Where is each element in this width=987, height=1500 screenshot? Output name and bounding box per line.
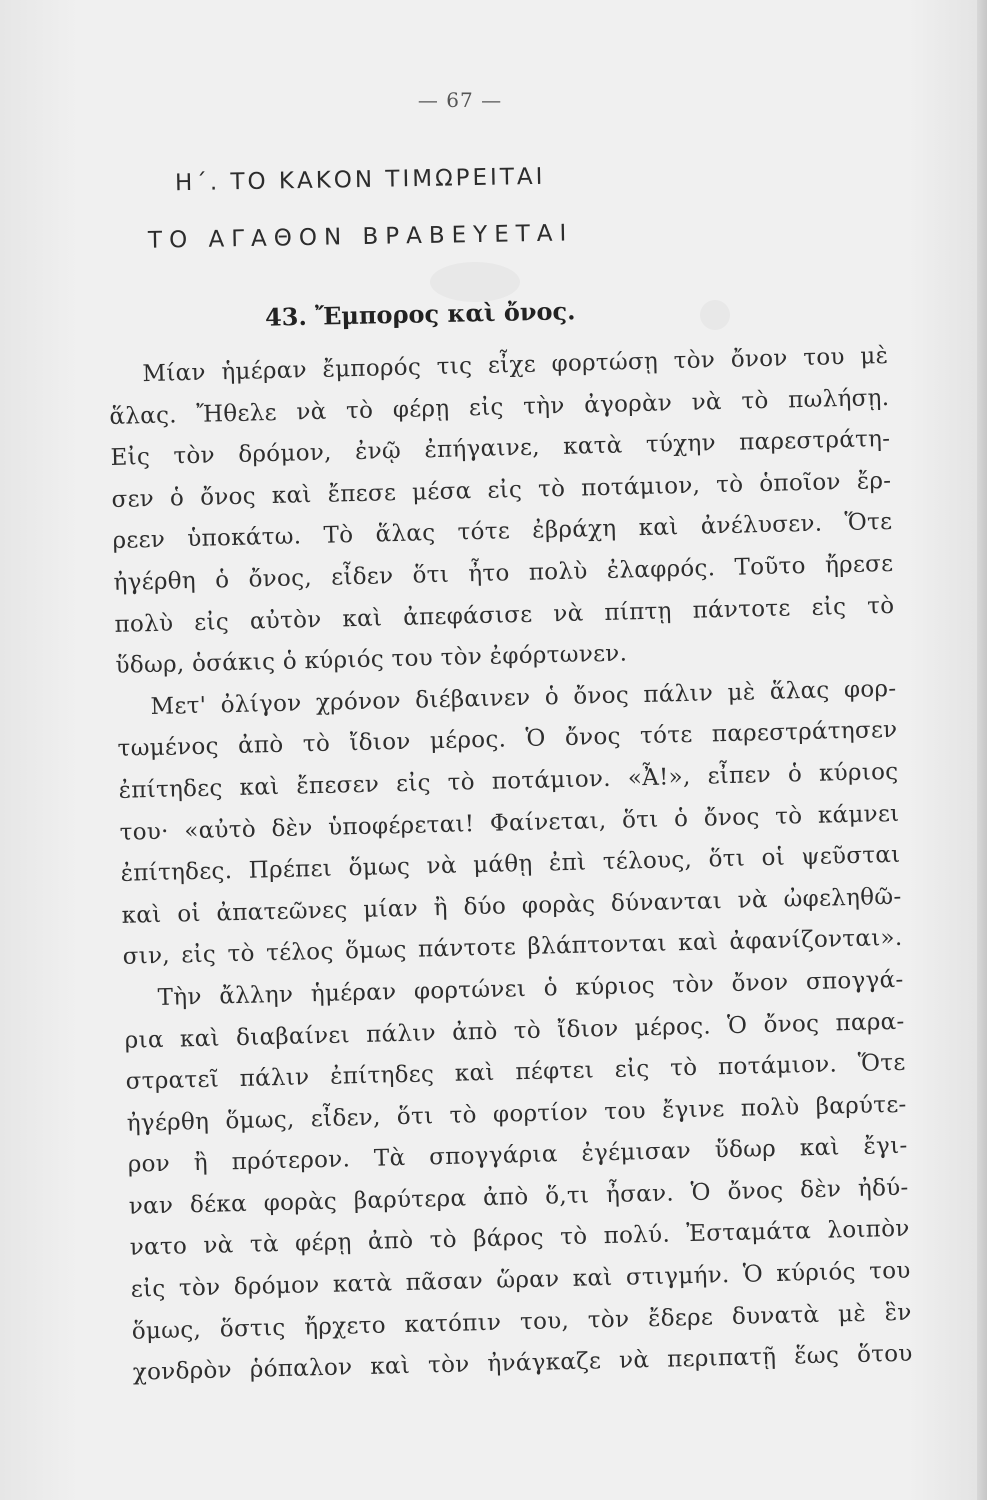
- chapter-subtitle: ΤΟ ΑΓΑΘΟΝ ΒΡΑΒΕΥΕΤΑΙ: [147, 220, 574, 254]
- text-line: Μετ' ὀλίγον χρόνον διέβαινεν ὁ ὄνος πάλιν μὲ ἅλας φορ-: [150, 675, 897, 720]
- text-line: ἅλας. Ἤθελε νὰ τὸ φέρῃ εἰς τὴν ἀγορὰν νὰ τὸ πωλήσῃ.: [109, 384, 890, 430]
- text-line: ναν δέκα φορὰς βαρύτερα ἀπὸ ὅ,τι ἦσαν. Ὁ ὄνος δὲν ἠδύ-: [128, 1174, 909, 1220]
- text-line: ἐπίτηδες. Πρέπει ὅμως νὰ μάθῃ ἐπὶ τέλους, ὅτι οἱ ψεῦσται: [120, 841, 901, 887]
- text-line: ἠγέρθη ὅμως, εἶδεν, ὅτι τὸ φορτίον του ἔγινε πολὺ βαρύτε-: [126, 1091, 907, 1137]
- text-line: Μίαν ἡμέραν ἔμπορός τις εἶχε φορτώσῃ τὸν ὄνον του μὲ: [142, 342, 889, 388]
- page-number: — 67 —: [417, 88, 503, 112]
- text-line: του· «αὐτὸ δὲν ὑποφέρεται! Φαίνεται, ὅτι ὁ ὄνος τὸ κάμνει: [119, 800, 900, 846]
- text-line: στρατεῖ πάλιν ἐπίτηδες καὶ πέφτει εἰς τὸ ποτάμιον. Ὅτε: [125, 1049, 906, 1095]
- text-line: ἐπίτηδες καὶ ἔπεσεν εἰς τὸ ποτάμιον. «Ἆ!», εἶπεν ὁ κύριος: [118, 758, 899, 804]
- text-line: εἰς τὸν δρόμον κατὰ πᾶσαν ὥραν καὶ στιγμήν. Ὁ κύριός του: [130, 1257, 911, 1303]
- text-line: σεν ὁ ὄνος καὶ ἔπεσε μέσα εἰς τὸ ποτάμιον, τὸ ὁποῖον ἔρ-: [111, 467, 892, 513]
- text-line: τωμένος ἀπὸ τὸ ἴδιον μέρος. Ὁ ὄνος τότε παρεστράτησεν: [117, 717, 898, 763]
- text-line: σιν, εἰς τὸ τέλος ὅμως πάντοτε βλάπτονται καὶ ἀφανίζονται».: [122, 925, 903, 971]
- text-line: ἠγέρθη ὁ ὄνος, εἶδεν ὅτι ἦτο πολὺ ἐλαφρός. Τοῦτο ἤρεσε: [113, 550, 894, 596]
- text-line: νατο νὰ τὰ φέρῃ ἀπὸ τὸ βάρος τὸ πολύ. Ἐσταμάτα λοιπὸν: [129, 1216, 910, 1262]
- page-edge: [977, 0, 987, 1500]
- section-heading: 43. Ἔμπορος καὶ ὄνος.: [264, 296, 576, 332]
- text-line: ρον ἢ πρότερον. Τὰ σπογγάρια ἐγέμισαν ὕδωρ καὶ ἔγι-: [127, 1132, 908, 1179]
- text-line: ρεεν ὑποκάτω. Τὸ ἅλας τότε ἐβράχη καὶ ἀνέλυσεν. Ὅτε: [112, 509, 893, 555]
- chapter-title: Η΄. ΤΟ ΚΑΚΟΝ ΤΙΜΩΡΕΙΤΑΙ: [174, 163, 546, 197]
- text-line: πολὺ εἰς αὐτὸν καὶ ἀπεφάσισε νὰ πίπτῃ πάντοτε εἰς τὸ: [114, 592, 895, 638]
- text-line: Εἰς τὸν δρόμον, ἐνῷ ἐπήγαινε, κατὰ τύχην παρεστράτη-: [110, 426, 891, 472]
- text-line: ρια καὶ διαβαίνει πάλιν ἀπὸ τὸ ἴδιον μέρος. Ὁ ὄνος παρα-: [124, 1008, 905, 1054]
- text-line: Τὴν ἄλλην ἡμέραν φορτώνει ὁ κύριος τὸν ὄνον σπογγά-: [157, 966, 904, 1011]
- body-text: [108, 336, 913, 1395]
- text-line: ὕδωρ, ὁσάκις ὁ κύριός του τὸν ἐφόρτωνεν.: [115, 640, 628, 680]
- text-line: χονδρὸν ῥόπαλον καὶ τὸν ἠνάγκαζε νὰ περιπατῇ ἕως ὅτου: [132, 1340, 913, 1386]
- ink-smudge: [430, 262, 520, 302]
- text-line: καὶ οἱ ἀπατεῶνες μίαν ἢ δύο φορὰς δύνανται νὰ ὠφεληθῶ-: [121, 883, 902, 929]
- text-line: ὅμως, ὅστις ἤρχετο κατόπιν του, τὸν ἔδερε δυνατὰ μὲ ἓν: [131, 1299, 912, 1345]
